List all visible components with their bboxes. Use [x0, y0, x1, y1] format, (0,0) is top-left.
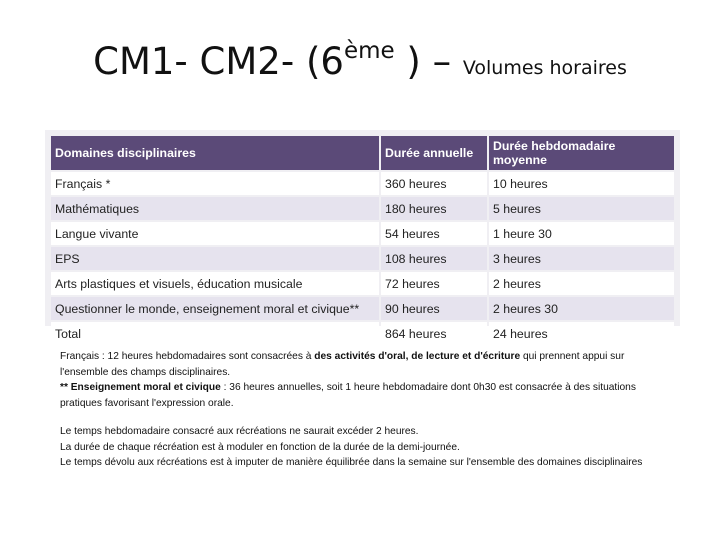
header-weekly: Durée hebdomadaire moyenne — [489, 136, 674, 170]
spacer — [60, 411, 660, 424]
page-title — [0, 40, 720, 83]
notes-block — [60, 349, 660, 471]
cell-domain: EPS — [51, 247, 379, 270]
cell-weekly: 24 heures — [489, 322, 674, 345]
schedule-table-frame — [45, 130, 680, 341]
note-recreation-limit: Le temps hebdomadaire consacré aux récréations ne saurait excéder 2 heures. — [60, 426, 419, 437]
cell-domain: Français * — [51, 172, 379, 195]
cell-domain: Questionner le monde, enseignement moral et civique** — [51, 297, 379, 320]
note-emc — [60, 380, 660, 411]
note-text: : 36 heures annuelles, soit 1 heure hebdomadaire dont 0h30 est consacrée à des situations pratiques favorisant l'expression orale. — [60, 382, 636, 409]
note-emphasis: ** Enseignement moral et civique — [60, 382, 221, 393]
title-main: CM1- CM2- (6 — [93, 40, 344, 83]
note-francais — [60, 349, 660, 380]
note-recreation-duration: La durée de chaque récréation est à moduler en fonction de la durée de la demi-journée. — [60, 441, 460, 453]
table-row — [51, 247, 674, 270]
note-text: Français : 12 heures hebdomadaires sont consacrées à — [60, 351, 315, 362]
cell-domain: Arts plastiques et visuels, éducation musicale — [51, 272, 379, 295]
note-emphasis: des activités d'oral, de lecture et d'écriture — [314, 351, 521, 362]
table-row — [51, 172, 674, 195]
cell-domain: Mathématiques — [51, 197, 379, 220]
schedule-table — [49, 134, 676, 347]
cell-weekly: 2 heures — [489, 272, 674, 295]
header-annual: Durée annuelle — [381, 136, 487, 170]
header-domains: Domaines disciplinaires — [51, 136, 379, 170]
cell-weekly: 2 heures 30 — [489, 297, 674, 320]
cell-weekly: 10 heures — [489, 172, 674, 195]
table-row — [51, 222, 674, 245]
cell-annual: 360 heures — [381, 172, 487, 195]
cell-annual: 108 heures — [381, 247, 487, 270]
title-subtitle: Volumes horaires — [462, 57, 627, 79]
cell-weekly: 5 heures — [489, 197, 674, 220]
cell-domain: Total — [51, 322, 379, 345]
cell-annual: 54 heures — [381, 222, 487, 245]
cell-annual: 72 heures — [381, 272, 487, 295]
cell-annual: 180 heures — [381, 197, 487, 220]
cell-weekly: 3 heures — [489, 247, 674, 270]
cell-weekly: 1 heure 30 — [489, 222, 674, 245]
note-recreation-balance: Le temps dévolu aux récréations est à imputer de manière équilibrée dans la semaine sur l'ensemble des domaines disciplinaires — [60, 457, 643, 468]
table-row — [51, 297, 674, 320]
table-row-total — [51, 322, 674, 345]
title-superscript: ème — [343, 38, 395, 64]
cell-annual: 864 heures — [381, 322, 487, 345]
cell-annual: 90 heures — [381, 297, 487, 320]
note-text: qui prennent appui sur l'ensemble des champs disciplinaires. — [60, 351, 625, 378]
table-row — [51, 272, 674, 295]
table-header-row — [51, 136, 674, 170]
cell-domain: Langue vivante — [51, 222, 379, 245]
title-close: ) – — [394, 40, 463, 83]
table-row — [51, 197, 674, 220]
